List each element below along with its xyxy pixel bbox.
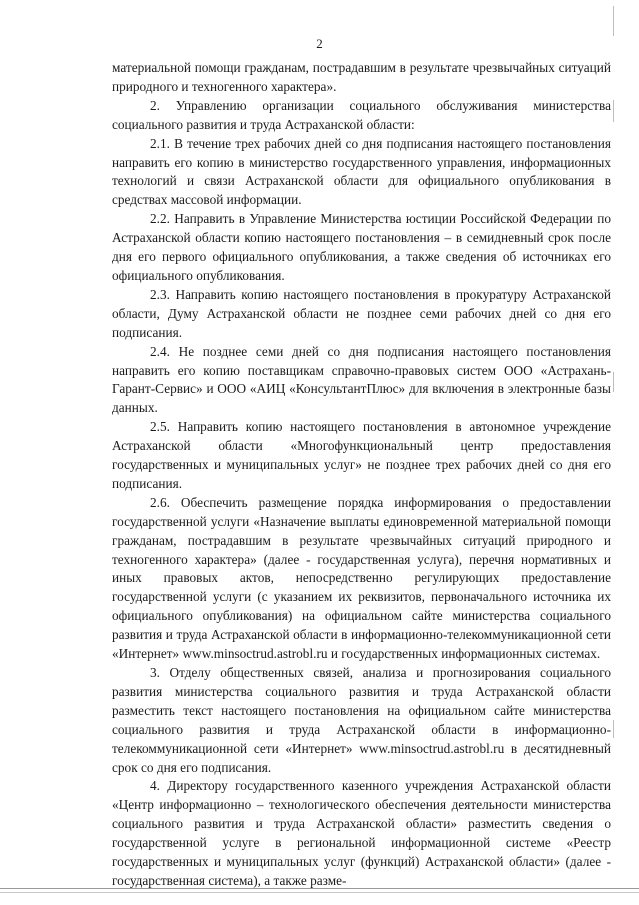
paragraph-2-2: 2.2. Направить в Управление Министерства юстиции Российской Федерации по Астраханской области копию настоящего постановления – в семидневный срок после дня его первого официального опубликования, а также сведения об источниках его официального опубликования.: [112, 211, 611, 283]
scan-bottom-line: [0, 892, 639, 893]
paragraph-2-5: 2.5. Направить копию настоящего постановления в автономное учреждение Астраханской области «Многофункциональный центр предоставления государственных и муниципальных услуг» не позднее трех рабочих дней со дня его подписания.: [112, 419, 611, 491]
document-body: [112, 59, 611, 891]
page-number: 2: [316, 36, 323, 51]
scan-edge-mark: [613, 6, 614, 36]
scan-edge-mark: [613, 372, 614, 392]
paragraph-2-3: 2.3. Направить копию настоящего постановления в прокуратуру Астраханской области, Думу Астраханской области не позднее семи рабочих дней со дня его подписания.: [112, 286, 611, 340]
scan-bottom-line: [0, 888, 639, 889]
paragraph-continuation: материальной помощи гражданам, пострадавшим в результате чрезвычайных ситуаций природного и техногенного характера».: [112, 60, 611, 94]
paragraph-3: 3. Отделу общественных связей, анализа и прогнозирования социального развития министерства социального развития и труда Астраханской области разместить текст настоящего постановления на официальном сайте министерства социального развития и труда Астраханской области в информационно-телекоммуникационной сети «Интернет» www.minsoctrud.astrobl.ru в десятидневный срок со дня его подписания.: [112, 665, 611, 775]
scan-edge-mark: [613, 720, 614, 738]
paragraph-2-1: 2.1. В течение трех рабочих дней со дня подписания настоящего постановления направить его копию в министерство государственного управления, информационных технологий и связи Астраханской области для официального опубликования в средствах массовой информации.: [112, 135, 611, 208]
paragraph-2-6: 2.6. Обеспечить размещение порядка информирования о предоставлении государственной услуги «Назначение выплаты единовременной материальной помощи гражданам, пострадавшим в результате чрезвычайных ситуаций природного и техногенного характера» (далее - государственная услуга), перечня нормативных и иных правовых актов, непосредственно регулирующих предоставление государственной услуги (с указанием их реквизитов, первоначального источника их официального опубликования) на официальном сайте министерства социального развития и труда Астраханской области в информационно-телекоммуникационной сети «Интернет» www.minsoctrud.astrobl.ru и государственных информационных системах.: [112, 494, 611, 662]
scan-edge-mark: [613, 100, 614, 122]
paragraph-2-4: 2.4. Не позднее семи дней со дня подписания настоящего постановления направить его копию поставщикам справочно-правовых систем ООО «Астрахань-Гарант-Сервис» и ООО «АИЦ «КонсультантПлюс» для включения в электронные базы данных.: [112, 343, 611, 416]
paragraph-2: 2. Управлению организации социального обслуживания министерства социального развития и труда Астраханской области:: [112, 97, 611, 132]
paragraph-4: 4. Директору государственного казенного учреждения Астраханской области «Центр информационно – технологического обеспечения деятельности министерства социального развития и труда Астраханской области» разместить сведения о государственной услуге в региональной информационной системе «Реестр государственных и муниципальных услуг (функций) Астраханской области» (далее - государственная система), а также разме-: [112, 778, 611, 888]
